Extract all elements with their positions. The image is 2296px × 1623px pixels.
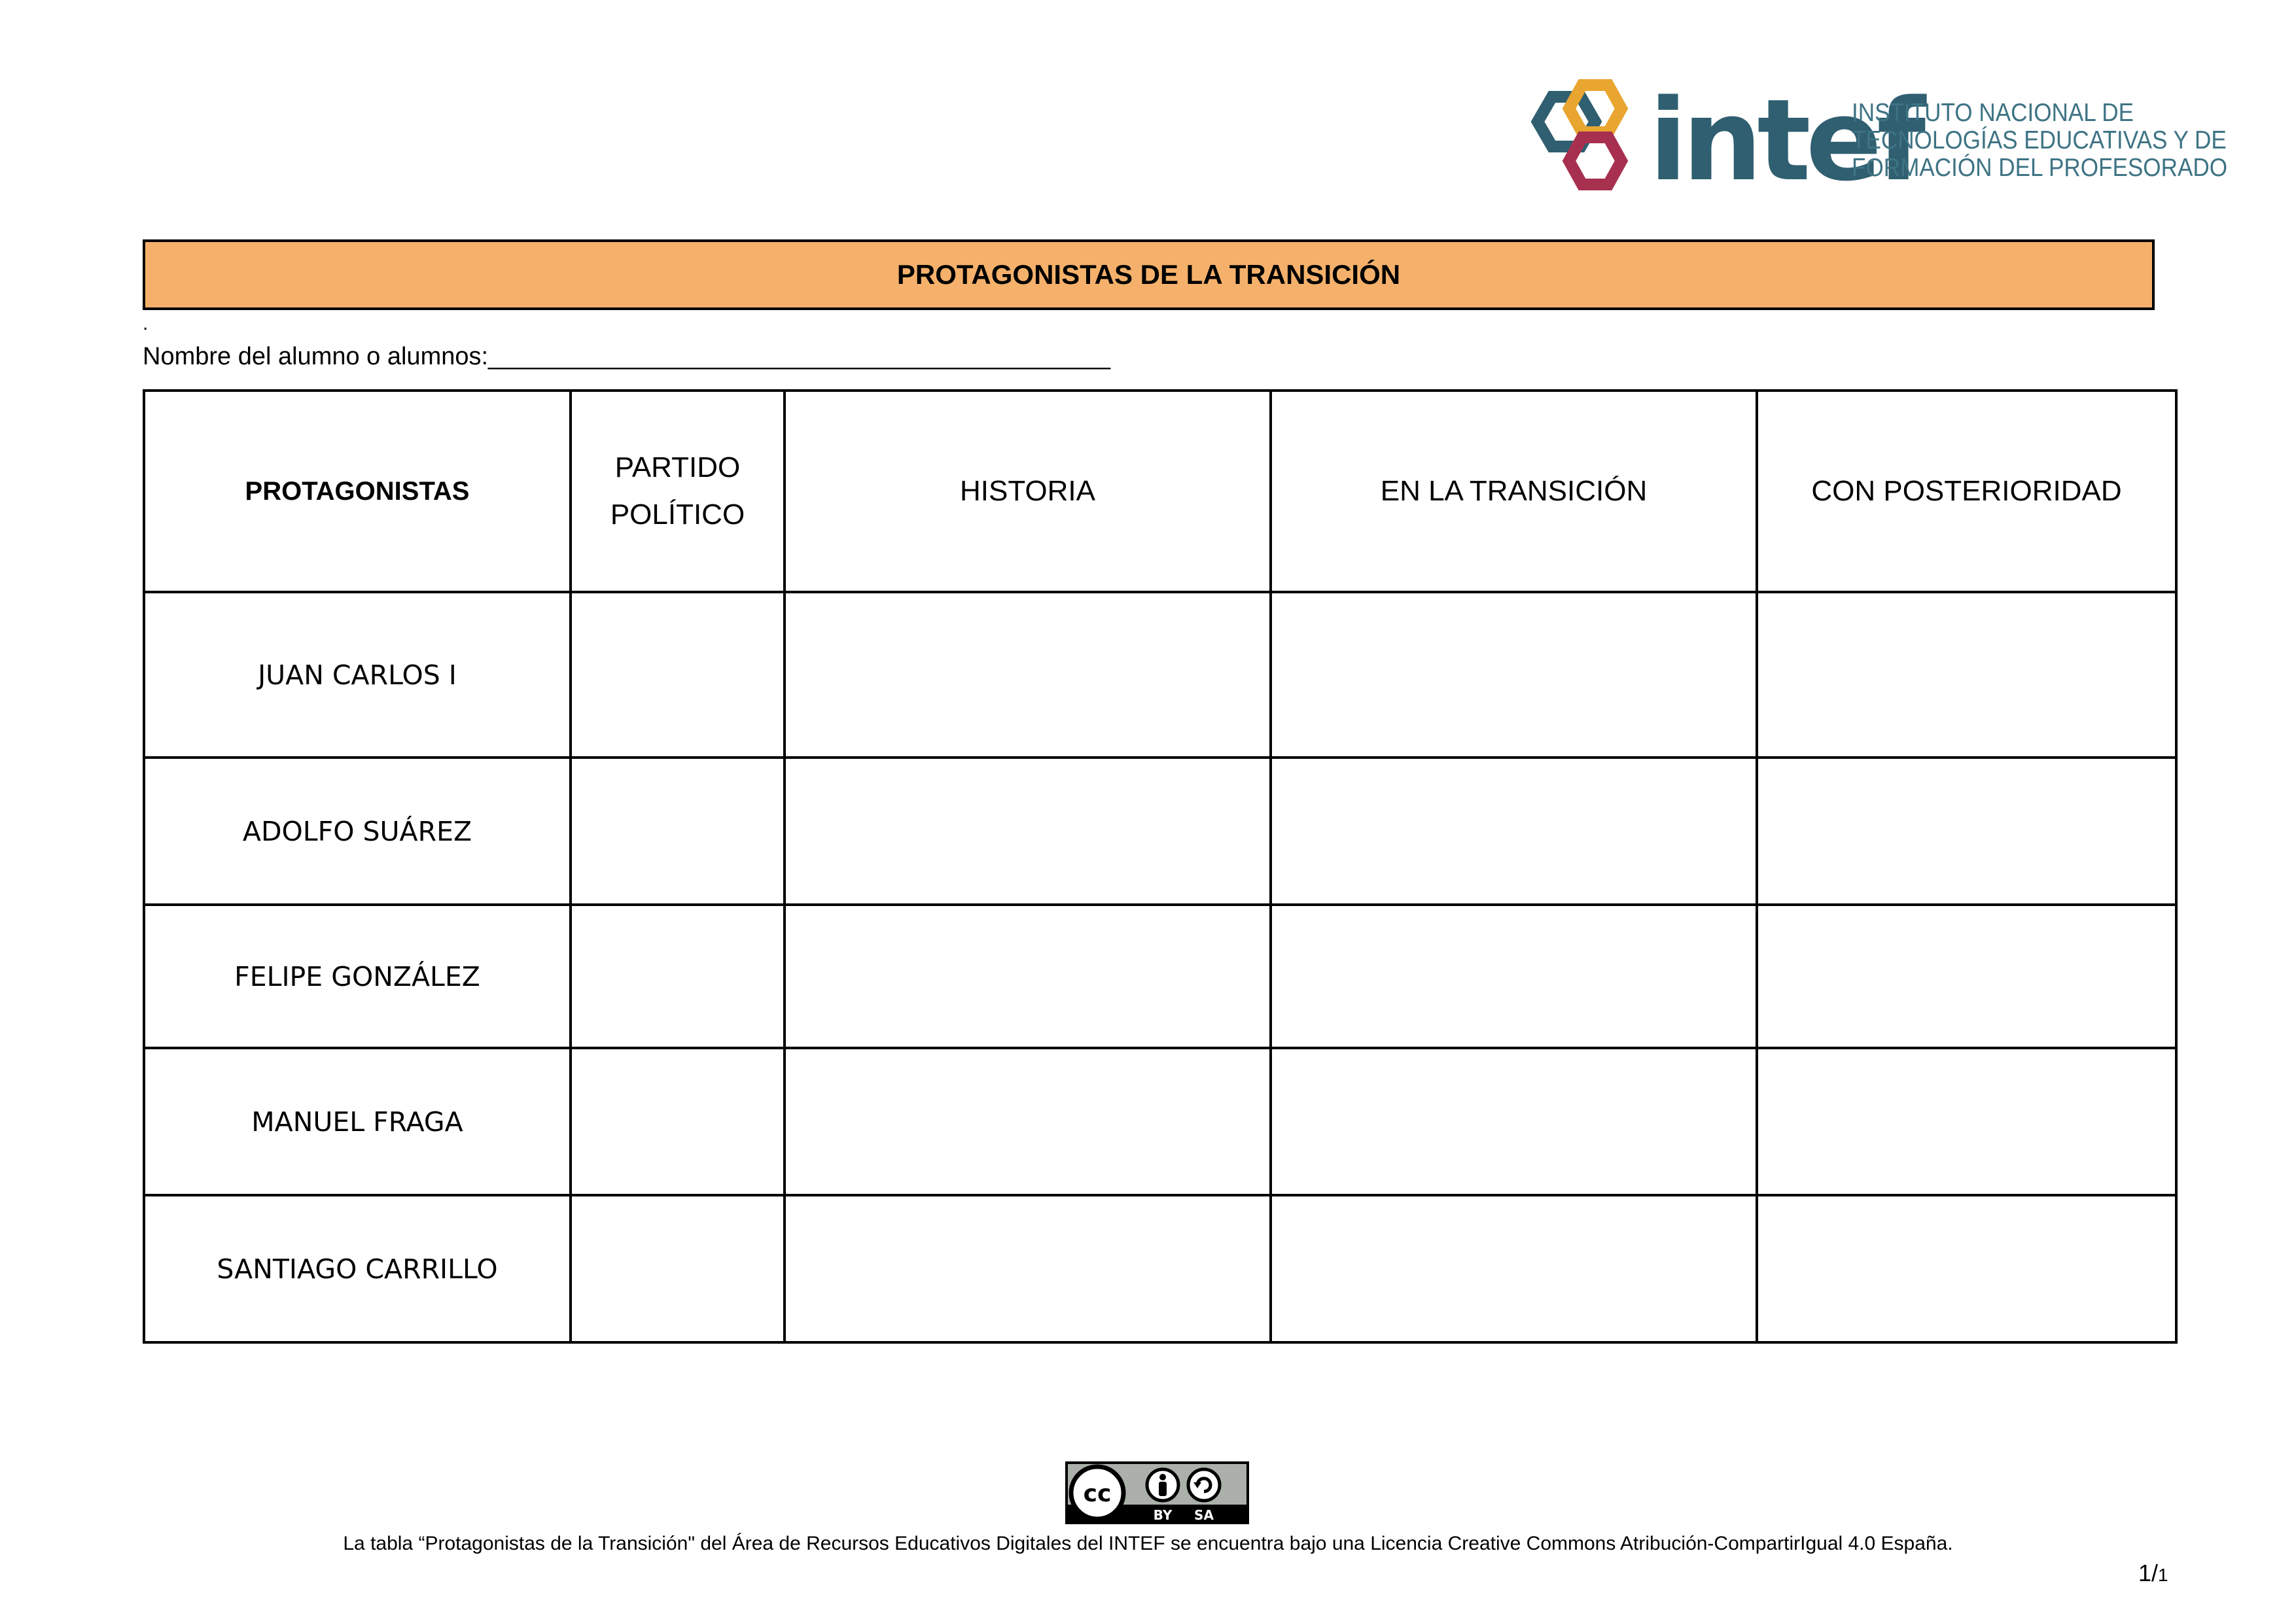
header-partido-politico: PARTIDO POLÍTICO — [571, 391, 785, 592]
table-row — [144, 758, 2176, 905]
partido-cell[interactable] — [571, 592, 785, 758]
posterioridad-cell[interactable] — [1757, 758, 2176, 905]
partido-cell[interactable] — [571, 758, 785, 905]
document-title: PROTAGONISTAS DE LA TRANSICIÓN — [896, 259, 1401, 290]
stray-dot: . — [143, 313, 149, 334]
svg-text:cc: cc — [1083, 1480, 1112, 1507]
intef-logo — [1518, 75, 2228, 208]
svg-text:BY: BY — [1153, 1507, 1173, 1523]
transicion-cell[interactable] — [1271, 905, 1757, 1048]
table-row — [144, 1048, 2176, 1195]
transicion-cell[interactable] — [1271, 1195, 1757, 1342]
table-row — [144, 905, 2176, 1048]
posterioridad-cell[interactable] — [1757, 1195, 2176, 1342]
protagonist-name: SANTIAGO CARRILLO — [144, 1195, 571, 1342]
logo-wordmark: intef — [1649, 75, 1921, 206]
posterioridad-cell[interactable] — [1757, 1048, 2176, 1195]
partido-cell[interactable] — [571, 1195, 785, 1342]
historia-cell[interactable] — [785, 1195, 1271, 1342]
partido-cell[interactable] — [571, 1048, 785, 1195]
partido-cell[interactable] — [571, 905, 785, 1048]
license-text: La tabla “Protagonistas de la Transición" del Área de Recursos Educativos Digitales del INTEF se encuentra bajo una Licencia Creative Commons Atribución-CompartirIgual 4.0 España. — [343, 1533, 1953, 1554]
protagonist-name: JUAN CARLOS I — [144, 592, 571, 758]
historia-cell[interactable] — [785, 905, 1271, 1048]
intef-chain-icon — [1518, 77, 1629, 201]
protagonist-name: FELIPE GONZÁLEZ — [144, 905, 571, 1048]
header-protagonistas: PROTAGONISTAS — [144, 391, 571, 592]
logo-institution-name: INSTITUTO NACIONAL DE TECNOLOGÍAS EDUCATIVAS Y DE FORMACIÓN DEL PROFESORADO — [1852, 99, 2228, 182]
historia-cell[interactable] — [785, 592, 1271, 758]
transicion-cell[interactable] — [1271, 1048, 1757, 1195]
header-historia: HISTORIA — [785, 391, 1271, 592]
posterioridad-cell[interactable] — [1757, 905, 2176, 1048]
share-alike-icon — [1188, 1469, 1220, 1501]
transicion-cell[interactable] — [1271, 592, 1757, 758]
protagonist-name: MANUEL FRAGA — [144, 1048, 571, 1195]
protagonist-name: ADOLFO SUÁREZ — [144, 758, 571, 905]
student-name-line: Nombre del alumno o alumnos:_____________________________________________ — [143, 343, 1111, 370]
page-number: 1/1 — [2138, 1560, 2168, 1586]
posterioridad-cell[interactable] — [1757, 592, 2176, 758]
historia-cell[interactable] — [785, 1048, 1271, 1195]
protagonists-table — [143, 389, 2178, 1344]
header-en-la-transicion: EN LA TRANSICIÓN — [1271, 391, 1757, 592]
historia-cell[interactable] — [785, 758, 1271, 905]
cc-by-sa-license-badge[interactable] — [1065, 1461, 1250, 1525]
document-title-bar — [143, 239, 2155, 310]
table-header-row — [144, 391, 2176, 592]
table-row — [144, 592, 2176, 758]
table-row — [144, 1195, 2176, 1342]
header-con-posterioridad: CON POSTERIORIDAD — [1757, 391, 2176, 592]
transicion-cell[interactable] — [1271, 758, 1757, 905]
svg-text:SA: SA — [1194, 1507, 1214, 1523]
